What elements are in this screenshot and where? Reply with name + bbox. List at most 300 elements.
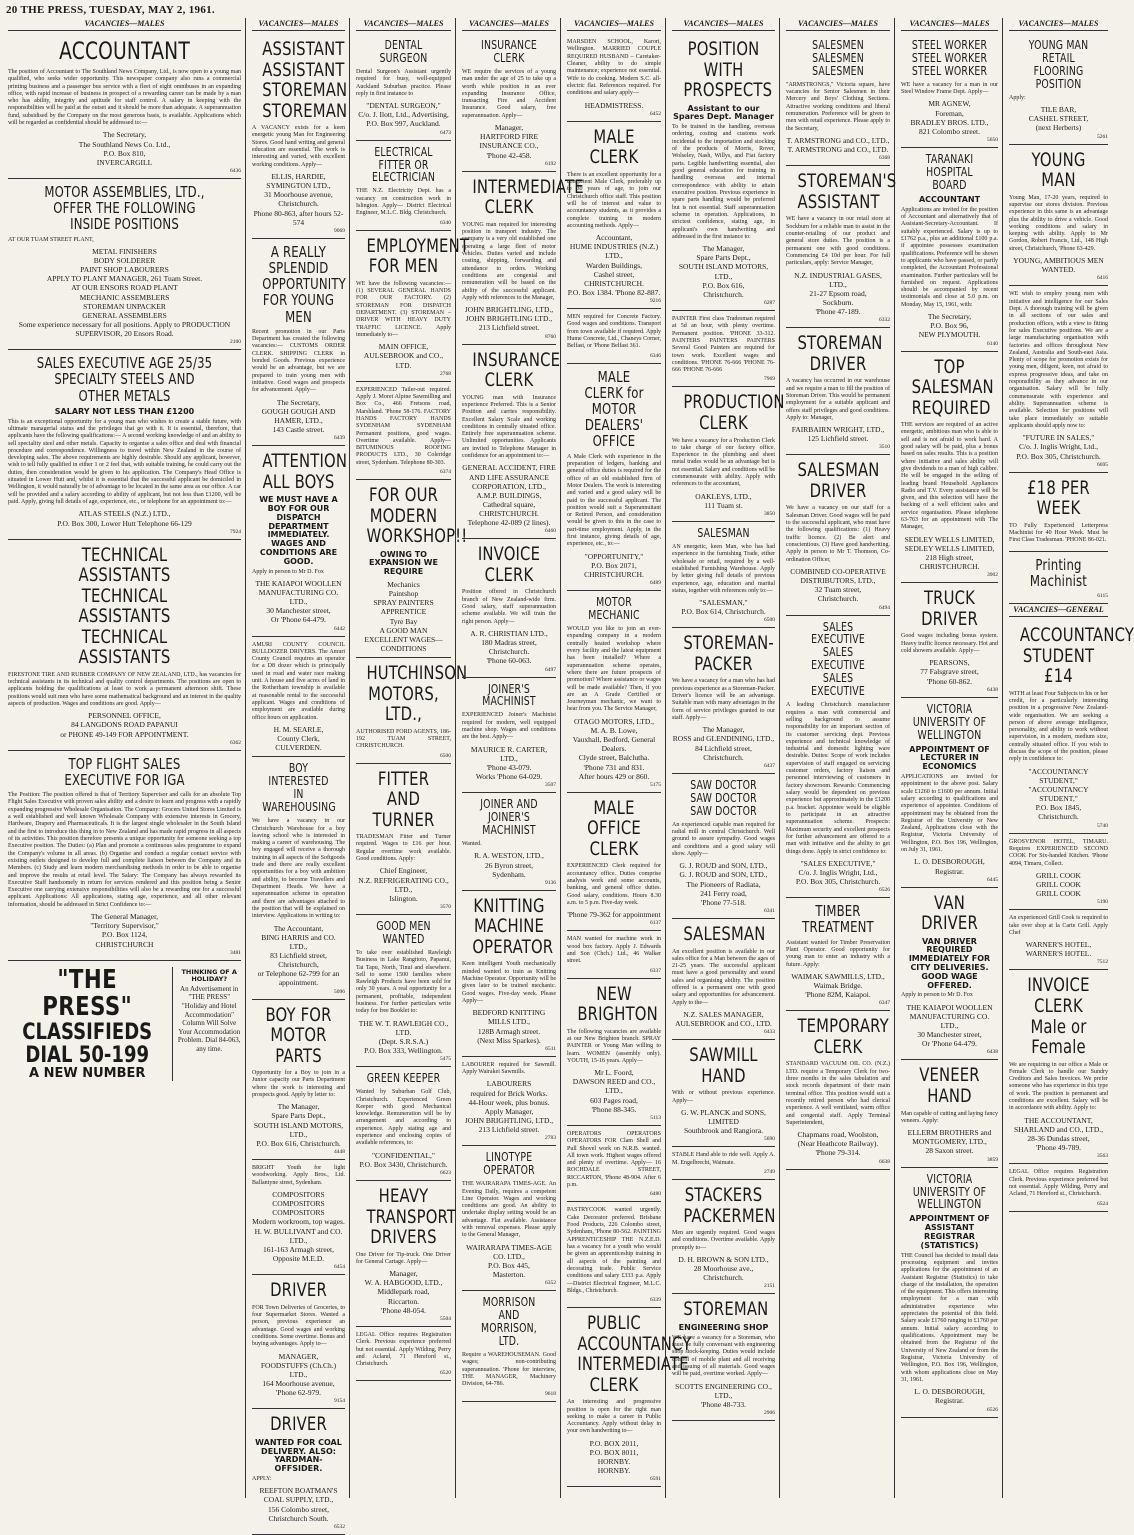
classified-ad [252, 637, 345, 758]
ad-subheading: SALARY NOT LESS THAN £1200 [54, 406, 195, 416]
ad-body-text: Man capable of cutting and laying fancy veneers. Apply: [901, 1110, 998, 1124]
ad-contact-address: P.O. BOX 2011, P.O. BOX 8011, HORNBY. HORNBY. [589, 1438, 639, 1476]
ad-body-text: AUTHORISED FORD AGENTS, 186-192 TUAM STREET, CHRISTCHURCH. [356, 728, 451, 750]
ad-headline: GOOD MEN WANTED [376, 918, 431, 946]
ad-contact-address: GRILL COOK GRILL COOK GRILL COOK [1036, 870, 1081, 899]
classified-ad [462, 891, 556, 1057]
logo-line: CLASSIFIEDS [22, 1020, 153, 1046]
ad-reference-number: 6480 [650, 1191, 661, 1198]
ad-reference-number: 6346 [650, 352, 661, 359]
ad-headline: EMPLOYMENT FOR MEN [366, 234, 470, 278]
ad-headline: ASSISTANT ASSISTANT STOREMAN STOREMAN [262, 38, 348, 122]
ad-contact-address: MR AGNEW, Foreman, BRADLEY BROS. LTD., 821 Colombo street. [910, 99, 989, 136]
ad-reference-number: 3570 [440, 903, 451, 910]
ad-contact-address: T. ARMSTRONG and CO., LTD., T. ARMSTRONG and CO., LTD. [786, 136, 890, 155]
ad-contact-address: COMBINED CO-OPERATIVE DISTRIBUTORS, LTD., 32 Tuam street, Christchurch. [790, 566, 886, 604]
ad-reference-number: 8760 [545, 333, 556, 340]
classified-ad [1009, 970, 1108, 1164]
ad-contact-address: R. A. WESTON, LTD., 26 Byron street, Sydenham. [474, 851, 544, 879]
ad-headline: STOREMAN-PACKER [683, 632, 774, 675]
ad-headline: FITTER AND TURNER [372, 767, 435, 831]
ad-body-text: Keen intelligent Youth mechanically minded wanted to train as Knitting Machine Operator. Opportunity will be given later to be trained mechanic. Good wages. Five-day week. Please Apply— [462, 961, 556, 1004]
ad-headline: TIMBER TREATMENT [802, 902, 874, 937]
ad-contact-address: The Secretary, The Southland News Co. Ltd., P.O. Box 810, INVERCARGILL [78, 130, 171, 167]
ad-subheading: APPOINTMENT OF LECTURER IN ECONOMICS [909, 744, 990, 772]
ad-contact-address: D. H. BROWN & SON LTD., 28 Moorhouse ave., Christchurch. [678, 1254, 769, 1283]
ad-body-text: EXPERIENCED Joiner's Machinist required for modern, well equipped machine shop. Wages and conditions are the best. Apply— [462, 712, 556, 741]
classified-ad [567, 591, 661, 793]
holiday-ad-text: An Advertisement in "THE PRESS" "Holiday and Hotel Accommodation" Column Will Solve Your Accommodation Problem. Dial 84-063, any time. [177, 984, 241, 1053]
ad-body-text: The following vacancies are available at our New Brighton branch. SPRAY PAINTER or Young Man willing to learn. WOMEN (assembly only). YOUTH, 15-16 years. Apply— [567, 1028, 661, 1064]
ad-contact-address: ATLAS STEELS (N.Z.) LTD., P.O. Box 300, Lower Hutt Telephone 66-129 [57, 509, 192, 528]
section-header: VACANCIES—MALES [901, 18, 998, 31]
ad-headline: INVOICE CLERK [477, 543, 541, 586]
section-header: VACANCIES—MALES [786, 18, 890, 31]
ad-headline: MORRISON AND MORRISON, LTD. [481, 1295, 537, 1349]
ad-headline: POSITION WITH PROSPECTS [683, 38, 773, 102]
newspaper-column [897, 18, 1003, 1498]
ad-headline: DRIVER [270, 1279, 327, 1302]
classified-ad [1009, 473, 1108, 552]
classified-ad [567, 979, 661, 1126]
ad-body-text: THE WAIRARAPA TIMES-AGE. An Evening Daily, requires a competent Line Operator. Wages and working conditions are good. An ability to undertake display setting would be an advantage. Flat available. Assistance with removal expenses. Please apply to the General Manager, [462, 1181, 556, 1239]
logo-line: A NEW NUMBER [29, 1066, 146, 1082]
ad-headline: DENTAL SURGEON [379, 38, 428, 65]
ad-contact-address: THE W. T. RAWLEIGH CO., LTD. (Dept. S.R.S.A.) P.O. Box 333, Wellington. [358, 1018, 449, 1056]
ad-contact-address: WAIMAK SAWMILLS, LTD., Waimak Bridge. 'Phone 82M, Kaiapoi. [791, 971, 885, 1000]
classified-ad [901, 34, 998, 148]
classified-ad [462, 678, 556, 794]
ad-reference-number: 9154 [334, 1398, 345, 1405]
ad-contact-address: Mr L. Foord, DAWSON REED and CO., LTD., 603 Pages road, 'Phone 88-345. [572, 1068, 656, 1114]
ad-subheading: Assistant to our Spares Dept. Manager [673, 103, 774, 122]
press-classifieds-logo [8, 964, 166, 1082]
classified-ad [1009, 145, 1108, 287]
newspaper-column [458, 18, 584, 1498]
classified-ad [1009, 910, 1108, 970]
classified-ad [672, 1147, 775, 1180]
classified-ad [252, 34, 348, 239]
ad-body-text: An experienced capable man required for radial mill in central Christchurch. Well ground to assure sympathy. Good wages and conditions and a good salary will show. Apply— [672, 821, 775, 857]
newspaper-column [668, 18, 785, 1498]
ad-subheading: VAN DRIVER REQUIRED IMMEDIATELY FOR CITY DELIVERIES. GOOD WAGE OFFERED. [908, 936, 991, 990]
ad-body-text: WE wish to employ young men with initiative and intelligence for our Sales Dept. A thorough training will be given in all sections of our sales and production offices, with a view to fitting for sales Executive positions. We are a large manufacturing organisation with factories and offices throughout New Zealand, Australia and South-east Asia. Plenty of scope for promotion exists for young men, diligent, keen, not afraid to express progressive ideas, and take on responsibility as they advance in our organisation. Salary will be fully commensurate with experience and ability. Superannuation scheme is available. Selection for positions will take place immediately so suitable applicants should apply now to: [1009, 291, 1108, 429]
ad-headline: STEEL WORKER STEEL WORKER STEEL WORKER [911, 38, 988, 78]
ad-body-text: LEGAL Office requires Registration Clerk. Previous experience preferred but not essential. Apply Wilding, Perry and Acland, 71 Hereford st., Christchurch. [356, 1331, 451, 1368]
ad-reference-number: 6362 [230, 739, 241, 746]
ad-reference-number: 7969 [764, 376, 775, 383]
ad-reference-number: 6500 [440, 752, 451, 759]
ad-headline: HEAVY TRANSPORT DRIVERS [366, 1185, 457, 1249]
ad-reference-number: 6638 [879, 1158, 890, 1165]
ad-body-text: A leading Christchurch manufacturer requires a man with commercial and selling background to assume responsibility for an important section of its customer servicing dept. Previous experience and technical knowledge of industrial and domestic lighting ware desirable. Duties: Scope of work includes supervision of staff engaged on servicing customer orders, factory liaison and personnel interviewing of customers in factory showroom. Rewards: Commencing salary would be dependent on previous experience but approximately in the £1200 p.a. bracket. Appointee would be eligible to participate in an attractive superannuation scheme. Prospects: Maximum security and excellent prospects for further advancement are offered to a man with initiative and the ability to get things done. Apply in strict confidence to: [786, 702, 890, 855]
classified-ad [462, 793, 556, 891]
ad-reference-number: 3563 [1097, 1153, 1108, 1160]
holiday-ad [172, 967, 241, 1081]
ad-contact-address: The Accountant, BING HARRIS and CO. LTD., 83 Lichfield street, Christchurch, or Telephone 62-799 for an appointment. [257, 923, 340, 988]
classified-ad [672, 387, 785, 522]
classified-ad [356, 1067, 451, 1181]
ad-contact-address: "OPPORTUNITY," P.O. Box 2071, CHRISTCHURCH. [584, 551, 644, 579]
ad-headline: MOTOR MECHANIC [588, 595, 640, 623]
ad-reference-number: 5175 [650, 781, 661, 788]
ad-contact-address: THE KAIAPOI WOOLLEN MANUFACTURING CO. LTD., 30 Manchester street, Or 'Phone 64-479. [255, 578, 342, 625]
ad-body-text: We have a vacancy for a Production Clerk to take charge of our factory office. Experience in the plumbing and sheet metal trades would be an advantage but is not essential. Salary and conditions will be commensurate with ability. Apply with references to the accountant, [672, 437, 775, 488]
ad-contact-address: N.Z. SALES MANAGER, AULSEBROOK and CO., LTD. [675, 1010, 772, 1029]
ad-contact-address: LABOURERS required for Brick Works. 44-Hour week, plus bonus. Apply Manager, JOHN BRIGHTLING, LTD., 213 Lichfield street. [464, 1079, 554, 1135]
ad-body-text: YOUNG man with Insurance experience Preferred. This is a Senior Position and carries responsibility. Excellent Salary Scale and working conditions in centrally situated office. Entirely free superannuation scheme. Unlimited opportunities. Applicants are invited to Telephone Manager in confidence for an appointment to:— [462, 394, 556, 460]
ad-reference-number: 6473 [440, 129, 451, 136]
ad-body-text: BRIGHT Youth for light woodworking. Apply Bros., Ltd. Ballantyne street, Sydenham. [252, 1165, 345, 1186]
ad-contact-address: SCOTTS ENGINEERING CO., LTD., 'Phone 48-733. [675, 1381, 772, 1409]
classified-ad [786, 34, 890, 166]
ad-body-text: Wanted by Suburban Golf Club, Christchurch. Experienced Green Keeper with good Mechanical knowledge. Remuneration will be by arrangement and according to experience. Apply stating age and experience and enclosing copies of available references, to: [356, 1089, 451, 1147]
ad-contact-address: "CONFIDENTIAL," P.O. Box 3430, Christchurch. [359, 1150, 448, 1169]
ad-headline: GREEN KEEPER [366, 1071, 441, 1086]
ad-reference-number: 6347 [879, 1000, 890, 1007]
ad-contact-address: G. J. ROUD and SON, LTD., G. J. ROUD and SON, LTD., The Pioneers of Radiata, 241 Ferry road, 'Phone 77-518. [679, 861, 768, 907]
classified-ad [567, 1308, 692, 1487]
ad-body-text: Young Man, 17-20 years, required to supervise our stores division. Previous experience in this same is an advantage plus the ability to drive a vehicle. Good working conditions and salary in keeping with ability. Apply to Mr Gordon, Robert Francis, Ltd., 148 High street, Christchurch, 'Phone 63-429. [1009, 194, 1108, 252]
ad-headline: TOP SALESMAN REQUIRED [911, 355, 994, 419]
classified-ad [567, 931, 661, 978]
ad-contact-address: THE ACCOUNTANT, SHARLAND and CO., LTD., 28-36 Dundas street, 'Phone 49-789. [1013, 1115, 1104, 1153]
ad-reference-number: 6436 [230, 167, 241, 174]
ad-headline: MALE CLERK for MOTOR DEALERS' OFFICE [584, 367, 644, 451]
ad-body-text: We are requiring in our office a Male or Female Clerk to handle our Sundry Creditors and Sales Invoices. We prefer someone who has experience in this type of work. The position is permanent and conditions are excellent. Salary will be in accordance with ability. Apply to: [1009, 1061, 1108, 1112]
ad-reference-number: 6287 [764, 299, 775, 306]
ad-headline: £18 PER WEEK [1027, 476, 1090, 520]
ad-body-text: Opportunity for a Boy to join in a Junior capacity our Parts Department where the work is interesting and prospects good. Apply by letter to: [252, 1070, 345, 1099]
ad-body-text: To be trained in the handling, overseas ordering, costing and customs work incidental to the importation and stocking of the products of Morris, Rover, Wolseley, Nash, Willys, and Fiat factory parts. Legible handwriting essential, also good general education for training in handling overseas and internal correspondence with ability to attain executive position. Previous experience in spare parts handling would be preferred but is not essential. Staff superannuation scheme in operation. Applications, in strictest confidence, stating age, in applicant's own handwriting and addressed in the first instance to: [672, 124, 775, 240]
ad-reference-number: 3850 [764, 510, 775, 517]
newspaper-column [1005, 18, 1134, 1498]
ad-body-text: Apply: [1009, 94, 1026, 101]
section-header: VACANCIES—MALES [356, 18, 451, 31]
ad-headline: SALESMAN [683, 923, 766, 945]
ad-reference-number: 6526 [879, 887, 890, 894]
classified-ad [356, 658, 468, 763]
classified-ad [786, 328, 890, 455]
classified-ad [672, 1294, 775, 1421]
classified-ad [356, 1327, 451, 1382]
ad-headline: SAW DOCTOR SAW DOCTOR SAW DOCTOR [690, 777, 757, 818]
ad-headline: YOUNG MAN RETAIL FLOORING POSITION [1028, 38, 1089, 91]
classified-ad [1009, 620, 1134, 834]
ad-headline: SALESMEN SALESMEN SALESMEN [812, 38, 864, 78]
ad-contact-address: "ACCOUNTANCY STUDENT," "ACCOUNTANCY STUDENT," P.O. Box 1845, Christchurch. [1028, 766, 1089, 822]
ad-reference-number: 5261 [1097, 133, 1108, 140]
ad-headline: TEMPORARY CLERK [797, 1015, 889, 1058]
ad-headline: MALE OFFICE CLERK [587, 796, 641, 860]
ad-reference-number: 6332 [879, 317, 890, 324]
ad-body-text: LEGAL Office requires Registration Clerk. Previous experience preferred but not essential. Apply Wilding, Perry and Acland, 71 Hereford st., Christchurch. [1009, 1169, 1108, 1198]
ad-body-text: STANDARD VACUUM OIL CO. (N.Z.) LTD. require a Temporary Clerk for two-three months in the sales tabulation and stock records department of their main terminal office. This position would suit a recently retired person who had clerical experience. A well ventilated, warm office and congenial staff. Apply Terminal Superintendent, [786, 1061, 890, 1126]
classified-ad [356, 141, 451, 231]
ad-contact-address: The General Manager, "Territory Supervisor," P.O. Box 1124, CHRISTCHURCH [90, 912, 159, 949]
ad-contact-address: JOHN BRIGHTLING, LTD., JOHN BRIGHTLING LTD., 213 Lichfield street. [464, 305, 554, 333]
ad-contact-address: Manager, HARTFORD FIRE INSURANCE CO., 'Phone 42-458. [479, 123, 539, 160]
ad-reference-number: 2906 [764, 1410, 775, 1416]
ad-reference-number: 5475 [440, 1056, 451, 1063]
ad-reference-number: 7512 [1097, 959, 1108, 966]
ad-body-text: APPLY: [252, 1475, 272, 1482]
ad-reference-number: 3510 [879, 444, 890, 451]
ad-headline: KNITTING MACHINE OPERATOR [472, 894, 554, 958]
ad-reference-number: 6460 [545, 528, 556, 535]
ad-headline: VICTORIA UNIVERSITY OF WELLINGTON [912, 1171, 987, 1212]
ad-headline: A REALLY SPLENDID OPPORTUNITY FOR YOUNG MEN [262, 242, 346, 326]
ad-reference-number: 6352 [545, 1280, 556, 1287]
classified-ad [672, 628, 775, 773]
footer-row [8, 964, 241, 1082]
ad-headline: INVOICE CLERK Male or Female [1027, 974, 1090, 1059]
ad-contact-address: Manager, W. A. HABGOOD, LTD., Middlepark road, Riccarton. 'Phone 48-054. [364, 1269, 443, 1315]
ad-body-text: With or without previous experience. Apply— [672, 1090, 775, 1104]
ad-body-text: PASTRYCOOK wanted urgently. Cake Decorator preferred. Brisbane Food Products, 226 Colombo street, Sydenham, 'Phone 80-562. PAINTING APPRENTICESHIP THE N.Z.E.D. has a vacancy for a youth who would be given an apprenticeship training in all aspects of the painting and decorating trade. Public Service conditions and salary £333 p.a. Apply—District Electrical Engineer, M.L.C. Bldgs., Christchurch. [567, 1207, 661, 1294]
ad-reference-number: 6439 [334, 435, 345, 442]
classified-ad [567, 1126, 661, 1203]
ad-reference-number: 6368 [879, 155, 890, 162]
classified-ad [356, 1181, 457, 1327]
classified-ad [1009, 34, 1108, 145]
ad-contact-address: Accountant, HUME INDUSTRIES (N.Z.) LTD., Warden Buildings, Cashel street, CHRISTCHURCH. P.O. Box 1384. 'Phone 82-887. [567, 233, 661, 298]
ad-contact-address: PERSONNEL OFFICE, 84 LANGDONS ROAD PAPANUI or PHONE 49-149 FOR APPOINTMENT. [60, 711, 189, 739]
ad-body-text: An interesting and progressive position is open for the right man seeking to make a career in Public Accountancy. Apply without delay in your own handwriting to— [567, 1399, 661, 1435]
classified-ad [462, 1291, 556, 1401]
ad-body-text: FOR Town Deliveries of Groceries, to four Supermarket Stores. Wanted a person, previous experience an advantage. Good wages and working conditions. Some overtime. Bonus and buying advantages. Apply to— [252, 1304, 345, 1348]
ad-body-text: AN energetic, keen Man, who has had experience in the furnishing Trade, either wholesale or retail, required by a well-established Furnishing Warehouse. Apply by letter giving full details of previous experience, age, education and marital status, together with references only to:— [672, 543, 775, 594]
ad-body-text: AT OUR TUAM STREET PLANT, [8, 236, 94, 243]
ad-reference-number: 6445 [987, 876, 998, 883]
ad-body-text: GROSVENOR HOTEL, TIMARU. Requires EXPERIENCED SECOND COOK For Six-handed Kitchen. 'Phone 4094, Timaru, Collect. [1009, 838, 1108, 867]
classified-ad [672, 1040, 775, 1147]
ad-headline: BOY FOR MOTOR PARTS [265, 1003, 332, 1067]
ad-reference-number: 6438 [987, 1049, 998, 1056]
ad-headline: ACCOUNTANCY STUDENT £14 [1019, 624, 1134, 688]
ad-contact-address: METAL FINISHERS BODY SOLDERER PAINT SHOP LABOURERS APPLY TO PLANT MANAGER, 261 Tuam Street. AT OUR ENSORS ROAD PLANT MECHANIC ASSEMBLERS STOREMAN UNPACKER GENERAL ASSEMBLERS Some experience necessary for all positions. Apply to PRODUCTION SUPERVISOR, 20 Ensors Road. [18, 246, 231, 339]
ad-body-text: Require a WAREHOUSEMAN. Good wages; non-contributing superannuation. 'Phone for interview, THE MANAGER, Machinery Division, 64-786. [462, 1352, 556, 1388]
ad-contact-address: The Manager, Spare Parts Dept., SOUTH ISLAND MOTORS, LTD., P.O. Box 616, Christchurch. [253, 1102, 344, 1148]
ad-headline: YOUNG MAN [1031, 148, 1086, 192]
section-header: VACANCIES—MALES [567, 18, 661, 31]
ad-headline: HUTCHINSON MOTORS, LTD., [366, 662, 468, 726]
classified-ad [356, 34, 451, 141]
ad-subheading: OWING TO EXPANSION WE REQUIRE [369, 549, 438, 577]
ad-reference-number: 6337 [650, 967, 661, 974]
ad-headline: DRIVER [270, 1413, 327, 1436]
ad-body-text: The position of Accountant to The Southland News Company, Ltd., is now open to a young man qualified, who seeks wider opportunity. This newspaper company also runs a commercial printing business and a passenger bus service with a fleet of eight omnibuses in an expanding office, with rapid increase of business in prospect of a rewarding career can be made by a man who has ability, integrity and aptitude for staff control. A salary in keeping with the responsibilities will be paid at the outset and it should be more than adequate. A superannuation fund, subsidised by the Company on the most generous basis, is available. Applications which will be regarded as confidential should be addressed to:— [8, 68, 241, 127]
ad-headline: SALES EXECUTIVE AGE 25/35 SPECIALTY STEELS AND OTHER METALS [36, 354, 213, 405]
classified-ad [1009, 834, 1108, 911]
ad-reference-number: 6452 [650, 110, 661, 117]
ad-contact-address: N.Z. INDUSTRIAL GASES, LTD., 21-27 Epsom road, Sockburn. 'Phone 47-189. [794, 270, 882, 317]
classified-ad [567, 793, 661, 932]
classified-ad [356, 764, 451, 915]
classified-ad [462, 345, 561, 540]
ad-reference-number: 6497 [545, 666, 556, 673]
ad-body-text: WITH at least Four Subjects to his or her credit, for a particularly interesting position in a progressive New Zealand-wide organisation. We are seeking a person of above average intelligence, personality, and ability to work without supervision, in a modern, medium size, centrally situated office. If you wish to discuss the scope of the position, please reply in confidence to: [1009, 690, 1108, 763]
classified-ad [786, 898, 890, 1011]
ad-reference-number: 6454 [334, 1264, 345, 1271]
ad-body-text: This is an exceptional opportunity for a young man who wishes to create a stable future, with ultimate managerial status and the privileges that go with it. It is essential, therefore, that applicants have the following qualifications:— A second working knowledge of and an ability to sell speciality steel and other metals. Capacity to organise a sales office and deal with financial procedure and correspondence. Willingness to travel within New Zealand in the course of developing sales. The above requirements are highly desirable. Should any applicant, however, wish to tell fully qualified in either 1 or 2 feel that, with suitable training, he could carry out the duties, then consideration would be given to his application. The Company's Head Office is situated in Lower Hutt and, whilst it is essential that the successful applicant be domiciled in Wellington, it would naturally be of advantage to be located in the same area as our office. A car will be provided and a salary according to ability of applicant, but not less than £1200, will be paid. Apply, giving full details of age, experience, etc., or telephone for an appointment to:— [8, 418, 241, 506]
ad-body-text: We have a vacancy for a man who has had previous experience as a Storeman-Packer. Driver's licence will be an advantage. Suitable man with many advantages in the form of service privileges granted to our staff. Apply— [672, 678, 775, 721]
ad-headline: SALESMAN [697, 525, 750, 540]
classified-ad [901, 148, 998, 351]
classified-ad [8, 751, 241, 961]
ad-body-text: PAINTER First class Tradesman required at 5d an hour, with plenty overtime. Permanent position. 'PHONE 33-312. PAINTERS PAINTERS PAINTERS Several Good Painters are required for town work. Excellent wages and conditions. 'PHONE 76-666 'PHONE 76-666 'PHONE 76-666 [672, 315, 775, 374]
ad-reference-number: 6591 [650, 1476, 661, 1483]
classified-ad [672, 774, 775, 919]
ad-body-text: WE have a vacancy for a Storeman, who must be fully conversant with engineering shop stock-keeping. Duties would include control of mobile plant and all receiving and issuing of all materials. Good wages will be paid, overtime worked. Apply— [672, 1334, 775, 1378]
ad-subheading: ACCOUNTANT [918, 194, 981, 204]
ad-reference-number: 6339 [650, 1297, 661, 1304]
ad-headline: INSURANCE CLERK [472, 348, 561, 392]
ad-headline: SALES EXECUTIVE SALES EXECUTIVE SALES EXECUTIVE [811, 619, 865, 699]
classified-ad [252, 1409, 345, 1535]
ad-body-text: THE Council has decided to install data processing equipment and invites applications for the appointment of an Assistant Registrar (Statistics) to take charge of the installation, the operation of the equipment. This offers interesting employment for a man with administrative experience who appreciates the potential of this field. Salary scale £1760 ranging to £1760 per annum. Initial salary according to qualifications. Appointment may be obtained from the Registrar of the University of New Zealand or from the Registrar, Victoria University of Wellington, P.O. Box 196, Wellington, with whom applications close on May 31, 1961. [901, 1252, 998, 1383]
ad-body-text: LABOURER required for Sawmill. Apply Wairakei Sawmills. [462, 1061, 556, 1076]
ad-body-text: Applications are invited for the position of Accountant and alternatively that of Assistant-Secretary-Accountant. If suitably experienced. Salary is up to £1762 p.a., plus an additional £100 p.a. if appointee possesses examination qualifications. Preference will be shown to applicants who have passed, or partly completed, the Accountant Professional examination. Further particulars will be furnished on request. Applications should be accompanied by recent testimonials and close at 5.0 p.m. on Monday, May 15, 1961, with: [901, 206, 998, 308]
ad-headline: FOR OUR MODERN WORKSHOP!! [366, 484, 468, 548]
ad-headline: TARANAKI HOSPITAL BOARD [925, 152, 974, 192]
ad-subheading: APPOINTMENT OF ASSISTANT REGISTRAR (STATISTICS) [909, 1214, 990, 1250]
newspaper-column [4, 18, 246, 1498]
ad-reference-number: 6623 [440, 1170, 451, 1176]
classified-ad [356, 480, 468, 658]
ad-body-text: WE have the following vacancies:— (1) SEVERAL GENERAL HANDS FOR OUR FACTORY. (2) STOREMAN FOR DISPATCH DEPARTMENT. (3) STOREMAN – DRIVER WITH HEAVY DUTY TRAFFIC LICENCE. Apply immediately to— [356, 280, 451, 338]
ad-body-text: TRADESMAN Fitter and Turner required. Wages to £16 per hour. Regular overtime work available. Good conditions. Apply: [356, 834, 451, 863]
ad-reference-number: 6438 [987, 686, 998, 693]
ad-body-text: MAN wanted for machine work in wood box factory. Apply J. Edwards and Son (Chch.) Ltd., 46 Walker street. [567, 936, 661, 965]
classified-ad [567, 122, 661, 310]
ad-headline: MALE CLERK [589, 125, 639, 169]
classified-ad [672, 34, 775, 311]
ad-contact-address: COMPOSITORS COMPOSITORS COMPOSITORS Modern workroom, top wages. H. W. BULLIVANT and CO. LTD., 161-163 Armagh street, Opposite M.E.D. [252, 1189, 345, 1263]
ad-contact-address: The Secretary, P.O. Box 96, NEW PLYMOUTH. [918, 312, 981, 340]
ad-reference-number: 5740 [1097, 822, 1108, 829]
ad-body-text: FIRESTONE TIRE AND RUBBER COMPANY OF NEW ZEALAND, LTD., has vacancies for technical assistants in its technical and quality control departments. The positions are open to applicants holding the qualifications at least to work a permanent afternoon shift. These positions would suit men who have some mathematical background and an interest in the quality aspects of production. Wages and conditions are good. Apply— [8, 671, 241, 707]
ad-body-text: Recent promotion in our Parts Department has created the following vacancies:— CUSTOMS ORDER CLERK. SHIPPING CLERK in bonded Goods. Previous experience would be an advantage, but we are prepared to train young men with initiative. Good wages and prospects for advancement. Apply— [252, 328, 345, 394]
ad-headline: BOY INTERESTED IN WAREHOUSING [262, 761, 336, 815]
ad-body-text: Apply in person to Mr D. Fox [901, 992, 973, 999]
ad-reference-number: 3859 [987, 1156, 998, 1163]
ad-reference-number: 6442 [334, 625, 345, 632]
ad-headline: VAN DRIVER [921, 891, 978, 935]
ad-contact-address: Chapmans road, Woolston, (Near Heathcote Railway). 'Phone 79-314. [797, 1130, 879, 1158]
ad-reference-number: 6192 [545, 160, 556, 167]
ad-body-text: EXPERIENCED Tailer-out required. Apply J. Moret Alpine Sawmilling and Box Co., 466 Fretsons road, Marshland. 'Phone 58-176. FACTORY HANDS FACTORY HANDS SYDENHAM SYDENHAM Permanent positions, good wages. Overtime available. Apply— BITUMINOUS ROOFING PRODUCTS LTD., 30 Coleridge street, Sydenham. Telephone 80-303. [356, 386, 451, 466]
ad-contact-address: Chief Engineer, N.Z. REFRIGERATING CO., LTD., Islington. [358, 866, 449, 903]
ad-reference-number: 5650 [987, 137, 998, 144]
ad-body-text: A Male Clerk with experience in the preparation of ledgers, banking and general office duties is required for the office of an old established firm of Motor Dealers. The work is interesting and varied and a good salary will be paid to the successful applicant. The position would suit a Superannuitant or Retired Person, and consideration would be given to this in the case to part-time employment. Apply, in the first instance, giving details of age, experience, etc., to:— [567, 453, 661, 548]
ad-body-text: WE have a vacancy in our retail store at Sockburn for a reliable man to assist in the counter-retailing of our product and general store duties. The position is a permanent one with good conditions. Commencing £4 10d per hour. For full particulars, apply: Service Manager, [786, 216, 890, 267]
ad-body-text: STABLE Hand able to ride well. Apply A. M. Engelbrecht, Waimate. [672, 1152, 775, 1166]
ad-reference-number: 6695 [1097, 461, 1108, 468]
ad-reference-number: 5190 [1097, 899, 1108, 906]
ad-headline: INTERMEDIATE CLERK [472, 175, 584, 219]
ad-reference-number: 6115 [1097, 593, 1108, 600]
classified-ad [462, 1146, 556, 1291]
ad-headline: INSURANCE CLERK [481, 38, 537, 65]
ad-body-text: To take over established Rawleigh Business in Lake Rangitoto, Papanui, Tai Tapu, North, Tinui and elsewhere. Sell to some 1500 families where Rawleigh Products have been sold for only 30 years. A real opportunity for a permanent, profitable, independent business. For further particulars write today for free Booklet to: [356, 949, 451, 1015]
ad-reference-number: 2749 [764, 1169, 775, 1175]
ad-headline: TOP FLIGHT SALES EXECUTIVE FOR IGA [64, 754, 185, 789]
ad-contact-address: OAKLEYS, LTD., 111 Tuam st. [695, 491, 752, 510]
ad-body-text: A vacancy has occurred in our warehouse and we require a man to fill the position of Storeman Driver. This would be permanent employment for a suitable applicant and offers staff privileges and good conditions. Apply to: Manager, [786, 378, 890, 421]
ad-contact-address: MANAGER, FOODSTUFFS (Ch.Ch.) LTD., 164 Moorhouse avenue, 'Phone 62-979. [260, 1351, 337, 1398]
ad-body-text: An excellent position is available in our sales office for a Man between the ages of 21-25 years. The successful applicant must have a good personality and sound sales and organising ability. The position offered is a permanent one with good salary and opportunities for advancement. Apply to the— [672, 948, 775, 1006]
ad-contact-address: YOUNG, AMBITIOUS MEN WANTED. [1013, 256, 1104, 275]
ad-contact-address: SEDLEY WELLS LIMITED, SEDLEY WELLS LIMITED, 218 High street, CHRISTCHURCH. [904, 534, 995, 572]
ad-contact-address: BEDFORD KNITTING MILLS LTD., 128B Armagh street. (Next Miss Sparkes). [472, 1008, 546, 1045]
ad-headline: PUBLIC ACCOUNTANCY INTERMEDIATE CLERK [577, 1312, 692, 1396]
classified-ad [252, 239, 345, 446]
ad-headline: TRUCK DRIVER [921, 587, 978, 630]
section-header: VACANCIES—MALES [1009, 18, 1108, 31]
ad-body-text: We have a vacancy on our staff for a Salesman Driver. Good wages will be paid to the successful applicant, who must have the following qualifications: (1) Heavy traffic licence. (2) Be alert and conscientious. (3) Have good handwriting. Apply in person to Mr T. Thomson, Co-ordination Officer, [786, 505, 890, 563]
ad-contact-address: H. M. SEARLE, County Clerk, CULVERDEN. [273, 724, 324, 753]
ad-reference-number: 5113 [650, 1114, 661, 1121]
ad-body-text: Position offered in Christchurch branch of New Zealand-wide firm. Good salary, staff superannuation scheme available. We will train the right person. Apply— [462, 589, 556, 625]
ad-headline: VENEER HAND [919, 1064, 980, 1107]
ad-reference-number: 5690 [764, 1136, 775, 1143]
ad-reference-number: 9136 [545, 879, 556, 886]
ad-reference-number: 2100 [230, 339, 241, 346]
ad-contact-address: "SALES EXECUTIVE," C/o. J. Inglis Wright, Ltd., P.O. Box 305, Christchurch. [795, 858, 881, 887]
ad-reference-number: 5096 [334, 988, 345, 995]
ad-reference-number: 2151 [764, 1283, 775, 1290]
classified-ad [462, 34, 556, 172]
ad-reference-number: 3507 [545, 782, 556, 789]
classified-ad [786, 1011, 890, 1169]
ad-contact-address: A. R. CHRISTIAN LTD., 180 Madras street, Christchurch. 'Phone 60-063. [470, 628, 548, 666]
ad-reference-number: 6416 [1097, 275, 1108, 282]
ad-headline: Printing Machinist [1029, 555, 1088, 590]
ad-headline: STOREMAN [683, 1298, 769, 1321]
ad-body-text: TO Fully Experienced Letterpress Machinist for 40 Hour Week. Must be First Class Tradesman. 'PHONE 86-021. [1009, 522, 1108, 544]
ad-contact-address: "DENTAL SURGEON," C/o. J. Ilott, Ltd., Advertising, P.O. Box 997, Auckland. [358, 101, 449, 129]
ad-contact-address: The Secretary, GOUGH GOUGH AND HAMER, LTD., 143 Castle street. [261, 397, 336, 434]
ad-reference-number: 4448 [334, 1149, 345, 1156]
classified-ad [252, 757, 345, 999]
newspaper-column [563, 18, 692, 1498]
ad-body-text: There is an excellent opportunity for a competent Male Clerk, preferably up to 30 years of age, to join our Christchurch office staff. This position will be of interest and value to accountancy students, as it provides a complete training in modern accounting methods. Apply— [567, 171, 661, 229]
section-header: VACANCIES—MALES [672, 18, 775, 31]
ad-headline: SAWMILL HAND [689, 1044, 758, 1087]
ad-headline: STOREMAN'S ASSISTANT [797, 170, 897, 213]
ad-contact-address: L. O. DESBOROUGH, Registrar. [914, 857, 985, 876]
section-header: VACANCIES—MALES [8, 18, 241, 31]
classified-ad [901, 1168, 998, 1418]
classified-ad [356, 915, 451, 1067]
classified-ad [462, 172, 584, 345]
ad-contact-address: PEARSONS, 77 Falsgrave street, 'Phone 60-862. [920, 658, 979, 686]
classified-ad [252, 1000, 345, 1161]
classified-ad [901, 352, 998, 584]
newspaper-column [782, 18, 895, 1498]
ad-contact-address: G. W. PLANCK and SONS, LIMITED Southbrook and Rangiora. [681, 1107, 766, 1136]
ad-contact-address: 'Phone 79-362 for appointment [567, 910, 661, 920]
ad-body-text: Dental Surgeon's Assistant urgently required for busy, well-equipped Auckland Suburban practice. Please reply in first instance to [356, 68, 451, 97]
ad-body-text: WE have a vacancy for a man in our Steel Window Frame Dept. Apply— [901, 81, 998, 96]
classified-ad [252, 1160, 345, 1275]
ad-headline: STOREMAN DRIVER [797, 332, 883, 375]
ad-contact-address: TILE BAR, CASHEL STREET, (next Herberts) [1028, 105, 1089, 133]
classified-ad [567, 309, 661, 364]
classified-ad [462, 539, 556, 677]
ad-body-text: THE services are required of an active energetic, ambitious man who is able to sell and is not afraid to work hard. A good salary will be paid, plus a bonus based on sales results. This is a position where initiative and sales ability will give dividends to a man of high calibre. He will be engaged in the selling of leading brand Household Appliances Radio and T.V. Every assistance will be given, and this selection will have the backing of a well efficient sales and service organisation. Please telephone 63-763 for an appointment with The Manager, [901, 422, 998, 531]
